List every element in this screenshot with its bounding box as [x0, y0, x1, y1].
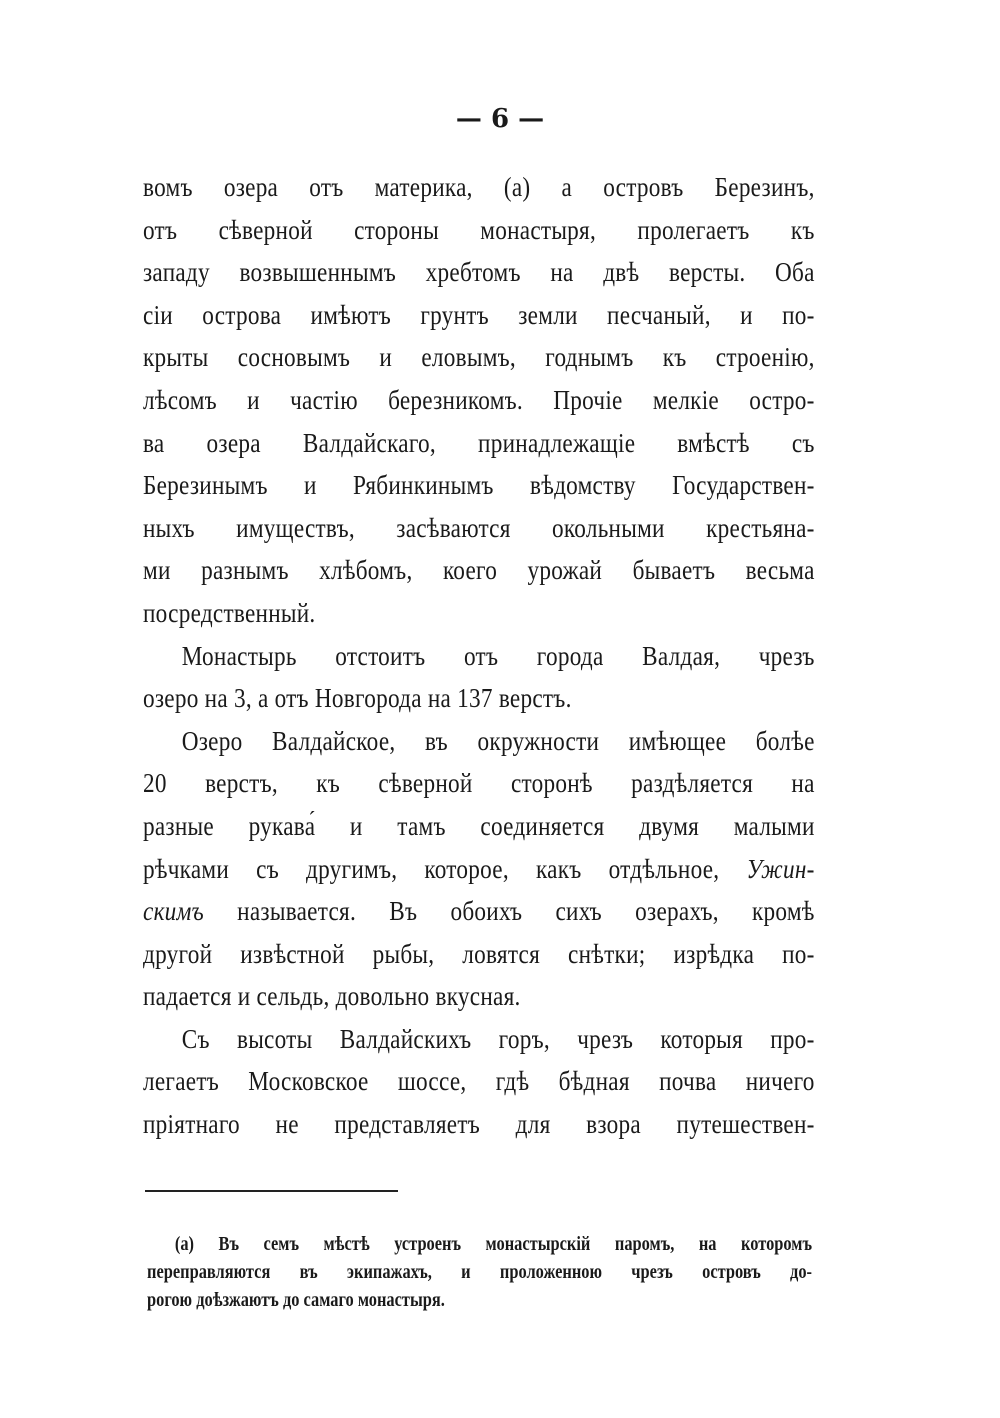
text-line: ныхъ имуществъ, засѣваются окольными крестьяна- [143, 512, 815, 543]
text-line: ва озера Валдайскаго, принадлежащіе вмѣстѣ съ [143, 427, 815, 458]
text-line: крыты сосновымъ и еловымъ, годнымъ къ строенію, [143, 342, 815, 373]
text-line [143, 890, 815, 933]
text-line: сіи острова имѣютъ грунтъ земли песчаный, и по- [143, 299, 815, 330]
footnote-line: переправляются въ экипажахъ, и проложенною чрезъ островъ до- [147, 1261, 813, 1283]
text-line: пріятнаго не представляетъ для взора путешествен- [143, 1109, 815, 1140]
body-text [143, 166, 815, 1146]
text-line: вомъ озера отъ материка, (а) а островъ Березинъ, [143, 172, 815, 202]
text-span: называется. Въ обоихъ сихъ озерахъ, кромѣ [203, 896, 815, 927]
text-line: западу возвышеннымъ хребтомъ на двѣ версты. Оба [143, 257, 815, 288]
text-line: озеро на 3, а отъ Новгорода на 137 верстъ. [143, 683, 572, 714]
footnote-line: рогою доѣзжаютъ до самаго монастыря. [147, 1289, 445, 1311]
footnote-divider [145, 1190, 398, 1192]
text-line: другой извѣстной рыбы, ловятся снѣтки; изрѣдка по- [143, 938, 815, 969]
footnote [147, 1230, 812, 1314]
page-number: — 6 — [455, 104, 545, 134]
text-line: Озеро Валдайское, въ окружности имѣющее болѣе [181, 725, 815, 756]
text-line: Монастырь отстоитъ отъ города Валдая, чрезъ [181, 640, 815, 671]
text-line [143, 848, 815, 891]
text-line: падается и сельдь, довольно вкусная. [143, 981, 521, 1012]
text-line: Березинымъ и Рябинкинымъ вѣдомству Государствен- [143, 470, 815, 501]
text-line: отъ сѣверной стороны монастыря, пролегаетъ къ [143, 214, 815, 245]
text-line: Съ высоты Валдайскихъ горъ, чрезъ которыя про- [181, 1023, 815, 1054]
italic-word: Ужин- [746, 853, 815, 884]
text-line: ми разнымъ хлѣбомъ, коего урожай бываетъ весьма [143, 555, 815, 586]
italic-word: скимъ [143, 896, 204, 927]
text-line: лѣсомъ и частію березникомъ. Прочіе мелкіе остро- [143, 384, 815, 415]
text-line: легаетъ Московское шоссе, гдѣ бѣдная почва ничего [143, 1066, 815, 1097]
text-line: 20 верстъ, къ сѣверной сторонѣ раздѣляется на [143, 768, 815, 799]
footnote-line: (а) Въ семъ мѣстѣ устроенъ монастырскій паромъ, на которомъ [174, 1233, 813, 1255]
text-span: рѣчками съ другимъ, которое, какъ отдѣльное, [143, 853, 747, 884]
text-line: разные рукава́ и тамъ соединяется двумя малыми [143, 810, 815, 841]
text-line: посредственный. [143, 597, 316, 628]
